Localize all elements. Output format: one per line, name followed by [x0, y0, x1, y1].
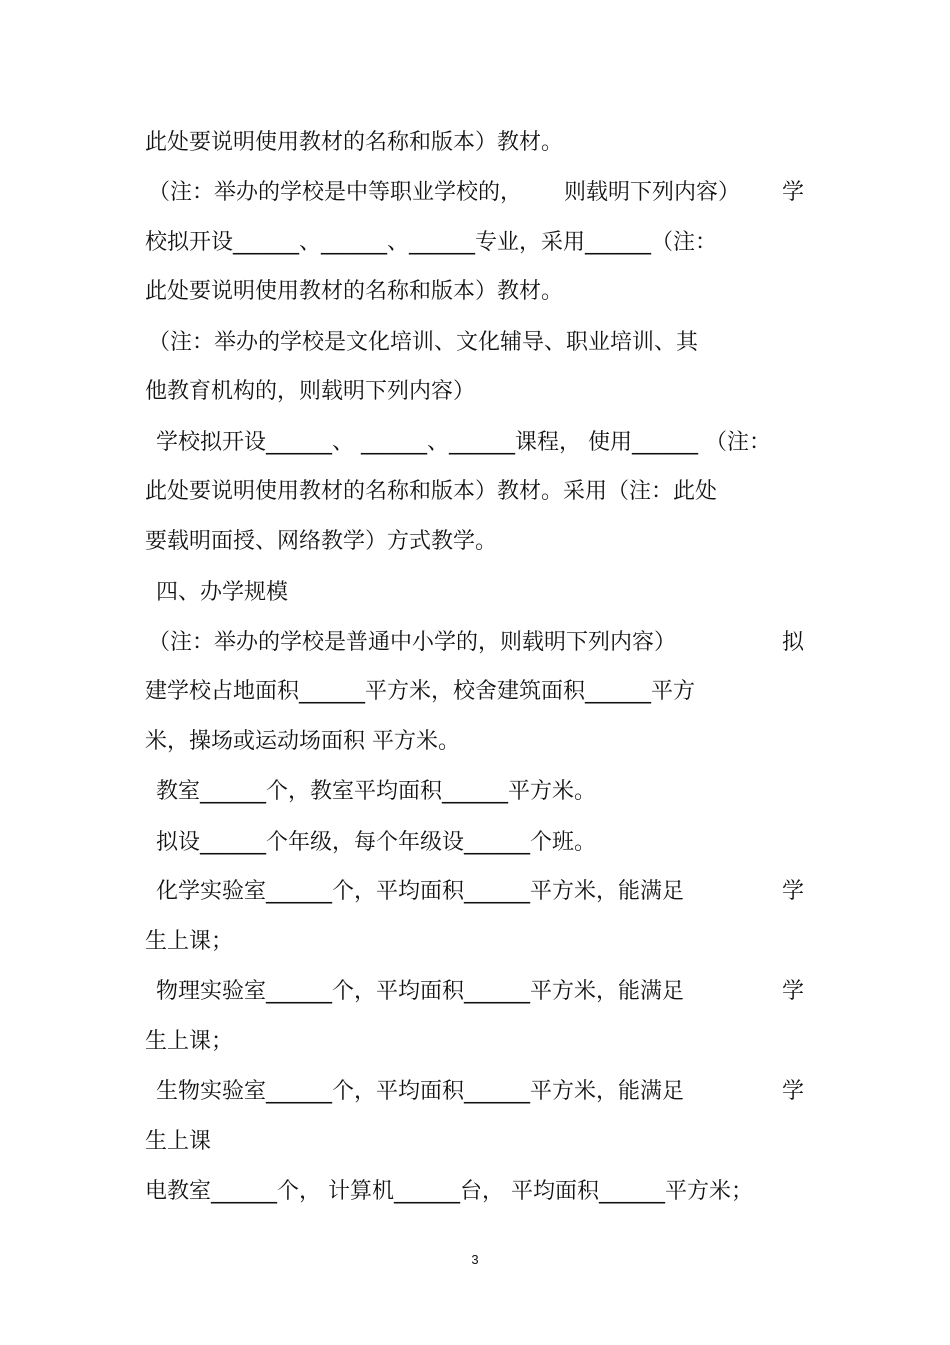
- text-segment: 拟: [781, 630, 804, 655]
- text-line: 生上课: [145, 1129, 212, 1154]
- text-line: 生上课；: [145, 1029, 234, 1054]
- text-line: [156, 877, 804, 907]
- text-line: [156, 1077, 804, 1107]
- page-number: 3: [471, 1252, 479, 1267]
- text-line: 此处要说明使用教材的名称和版本）教材。采用（注：此处: [145, 479, 718, 504]
- text-segment: 学: [781, 879, 804, 904]
- text-line: 此处要说明使用教材的名称和版本）教材。: [145, 279, 564, 304]
- text-segment: 生物实验室______个，平均面积______平方米，能满足: [156, 1079, 685, 1104]
- text-line: 要载明面授、网络教学）方式教学。: [145, 529, 498, 554]
- text-segment: 学: [781, 1079, 804, 1104]
- text-segment: 物理实验室______个，平均面积______平方米，能满足: [156, 979, 685, 1004]
- section-heading: 四、办学规模: [156, 580, 289, 605]
- text-line: 此处要说明使用教材的名称和版本）教材。: [145, 130, 564, 155]
- text-line: 学校拟开设______、 ______、______课程， 使用______ （注：: [156, 430, 771, 455]
- text-segment: 化学实验室______个，平均面积______平方米，能满足: [156, 879, 685, 904]
- text-line: [148, 178, 804, 208]
- text-line: [156, 977, 804, 1007]
- text-segment: 学: [781, 979, 804, 1004]
- text-segment: （注：举办的学校是中等职业学校的，: [148, 180, 523, 205]
- text-segment: 学: [781, 180, 804, 205]
- text-line: [148, 628, 804, 658]
- text-line: 拟设______个年级，每个年级设______个班。: [156, 830, 597, 855]
- text-line: 电教室______个， 计算机______台， 平均面积______平方米；: [145, 1179, 753, 1204]
- text-line: 他教育机构的，则载明下列内容）: [145, 379, 476, 404]
- text-segment: （注：举办的学校是普通中小学的，则载明下列内容）: [148, 630, 677, 655]
- text-line: 生上课；: [145, 929, 234, 954]
- text-line: 校拟开设______、______、______专业，采用______（注：: [145, 230, 718, 255]
- text-segment: 则载明下列内容）: [563, 180, 740, 205]
- text-line: 米，操场或运动场面积 平方米。: [145, 729, 460, 754]
- text-line: 建学校占地面积______平方米，校舍建筑面积______平方: [145, 679, 696, 704]
- text-line: 教室______个，教室平均面积______平方米。: [156, 779, 597, 804]
- text-line: （注：举办的学校是文化培训、文化辅导、职业培训、其: [148, 330, 699, 355]
